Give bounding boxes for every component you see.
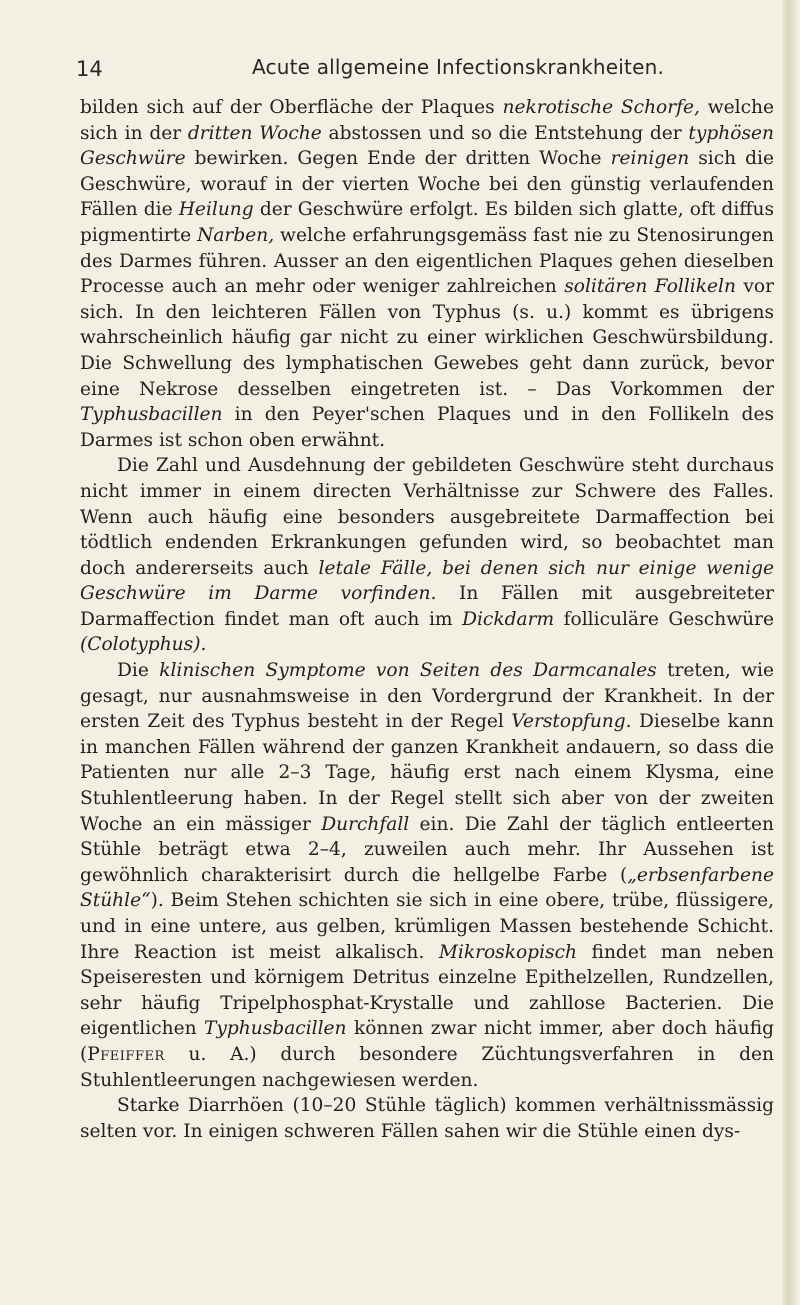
text-run: welche erfahrungsgemäss fast nie zu Stenosirungen des Darmes führen. Ausser an den eigentlichen Plaques gehen dieselben Processe auch an mehr oder weniger zahlreichen [80, 224, 774, 298]
text-run: treten, wie gesagt, nur ausnahmsweise in den Vordergrund der Krankheit. In der ersten Zeit des Typhus besteht in der Regel [80, 660, 774, 733]
paragraph-2 [80, 453, 774, 658]
emphasis-text: Mikroskopisch [438, 941, 577, 963]
emphasis-text: (Colotyphus). [80, 634, 207, 656]
emphasis-text: klinischen Symptome von Seiten des Darmcanales [159, 660, 657, 682]
text-run: Die [117, 660, 160, 682]
page-edge [782, 0, 800, 1305]
text-run: in den Peyer'schen Plaques und in den Follikeln des Darmes ist schon oben erwähnt. [80, 404, 774, 451]
running-head: Acute allgemeine Infectionskrankheiten. [252, 55, 665, 79]
author-name: Pfeiffer [87, 1043, 165, 1065]
body-text [80, 95, 774, 1144]
text-run: ein. Die Zahl der täglich entleerten Stühle beträgt etwa 2–4, zuweilen auch mehr. Ihr Aussehen ist gewöhnlich charakterisirt durch die hellgelbe Farbe ( [80, 813, 774, 886]
paragraph-4 [80, 1093, 774, 1144]
emphasis-text: dritten Woche [187, 122, 322, 144]
emphasis-text: Narben, [197, 224, 275, 246]
text-run: findet man neben Speiseresten und körnigem Detritus einzelne Epithelzellen, Rundzellen, sehr häufig Tripelphosphat-Krystalle und zahllose Bacterien. Die eigentlichen [80, 941, 774, 1040]
paragraph-1 [80, 95, 774, 453]
emphasis-text: solitären Follikeln [564, 276, 736, 298]
text-run: In Fällen mit ausgebreiteter Darmaffection findet man oft auch im [80, 583, 774, 630]
text-run: sich die Geschwüre, worauf in der vierten Woche bei den günstig verlaufenden Fällen die [80, 148, 774, 221]
text-run: folliculäre Geschwüre [554, 608, 774, 630]
emphasis-text: Durchfall [321, 813, 410, 835]
text-run: bewirken. Gegen Ende der dritten Woche [185, 148, 611, 170]
emphasis-text: „erbsenfarbene Stühle“ [80, 864, 774, 912]
text-run: Die Zahl und Ausdehnung der gebildeten Geschwüre steht durchaus nicht immer in einem directen Verhältnisse zur Schwere des Falles. Wenn auch häufig eine besonders ausgebreitete Darmaffection bei tödtlich endenden Erkrankungen gefunden wird, so beobachtet man doch andererseits auch [80, 455, 774, 579]
emphasis-text: typhösen Geschwüre [80, 122, 774, 170]
text-run: u. A.) durch besondere Züchtungsverfahren in den Stuhlentleerungen nachgewiesen werden. [80, 1043, 774, 1091]
emphasis-text: Typhusbacillen [204, 1018, 347, 1040]
page-header [60, 53, 760, 87]
text-run: können zwar nicht immer, aber doch häufig ( [80, 1018, 775, 1065]
emphasis-text: Verstopfung. [511, 711, 632, 733]
text-run: abstossen und so die Entstehung der [321, 122, 689, 144]
text-run: vor sich. In den leichteren Fällen von Typhus (s. u.) kommt es übrigens wahrscheinlich häufig gar nicht zu einer wirklichen Geschwürsbildung. Die Schwellung des lymphatischen Gewebes geht dann zurück, bevor eine Nekrose desselben eingetreten ist. – Das Vorkommen der [80, 276, 775, 400]
text-run: Starke Diarrhöen (10–20 Stühle täglich) kommen verhältnissmässig selten vor. In einigen schweren Fällen sahen wir die Stühle einen dys- [80, 1095, 774, 1142]
emphasis-text: nekrotische Schorfe, [502, 97, 700, 118]
emphasis-text: Typhusbacillen [80, 404, 223, 426]
text-run: ). Beim Stehen schichten sie sich in eine obere, trübe, flüssigere, und in eine untere, aus gelben, krümligen Massen bestehende Schicht. Ihre Reaction ist meist alkalisch. [80, 890, 774, 963]
paragraph-3 [80, 658, 774, 1093]
emphasis-text: Dickdarm [462, 608, 555, 630]
text-run: bilden sich auf der Oberfläche der Plaques [80, 97, 503, 118]
text-run: welche sich in der [80, 97, 774, 144]
text-run: Dieselbe kann in manchen Fällen während der ganzen Krankheit andauern, so dass die Patienten nur alle 2–3 Tage, häufig erst nach einem Klysma, eine Stuhlentleerung haben. In der Regel stellt sich aber von der zweiten Woche an ein mässiger [80, 711, 774, 835]
emphasis-text: letale Fälle, bei denen sich nur einige wenige Geschwüre im Darme vorfinden. [80, 557, 774, 605]
page-number: 14 [76, 57, 103, 81]
text-run: der Geschwüre erfolgt. Es bilden sich glatte, oft diffus pigmentirte [80, 199, 774, 246]
emphasis-text: reinigen [610, 148, 690, 170]
emphasis-text: Heilung [178, 199, 254, 221]
